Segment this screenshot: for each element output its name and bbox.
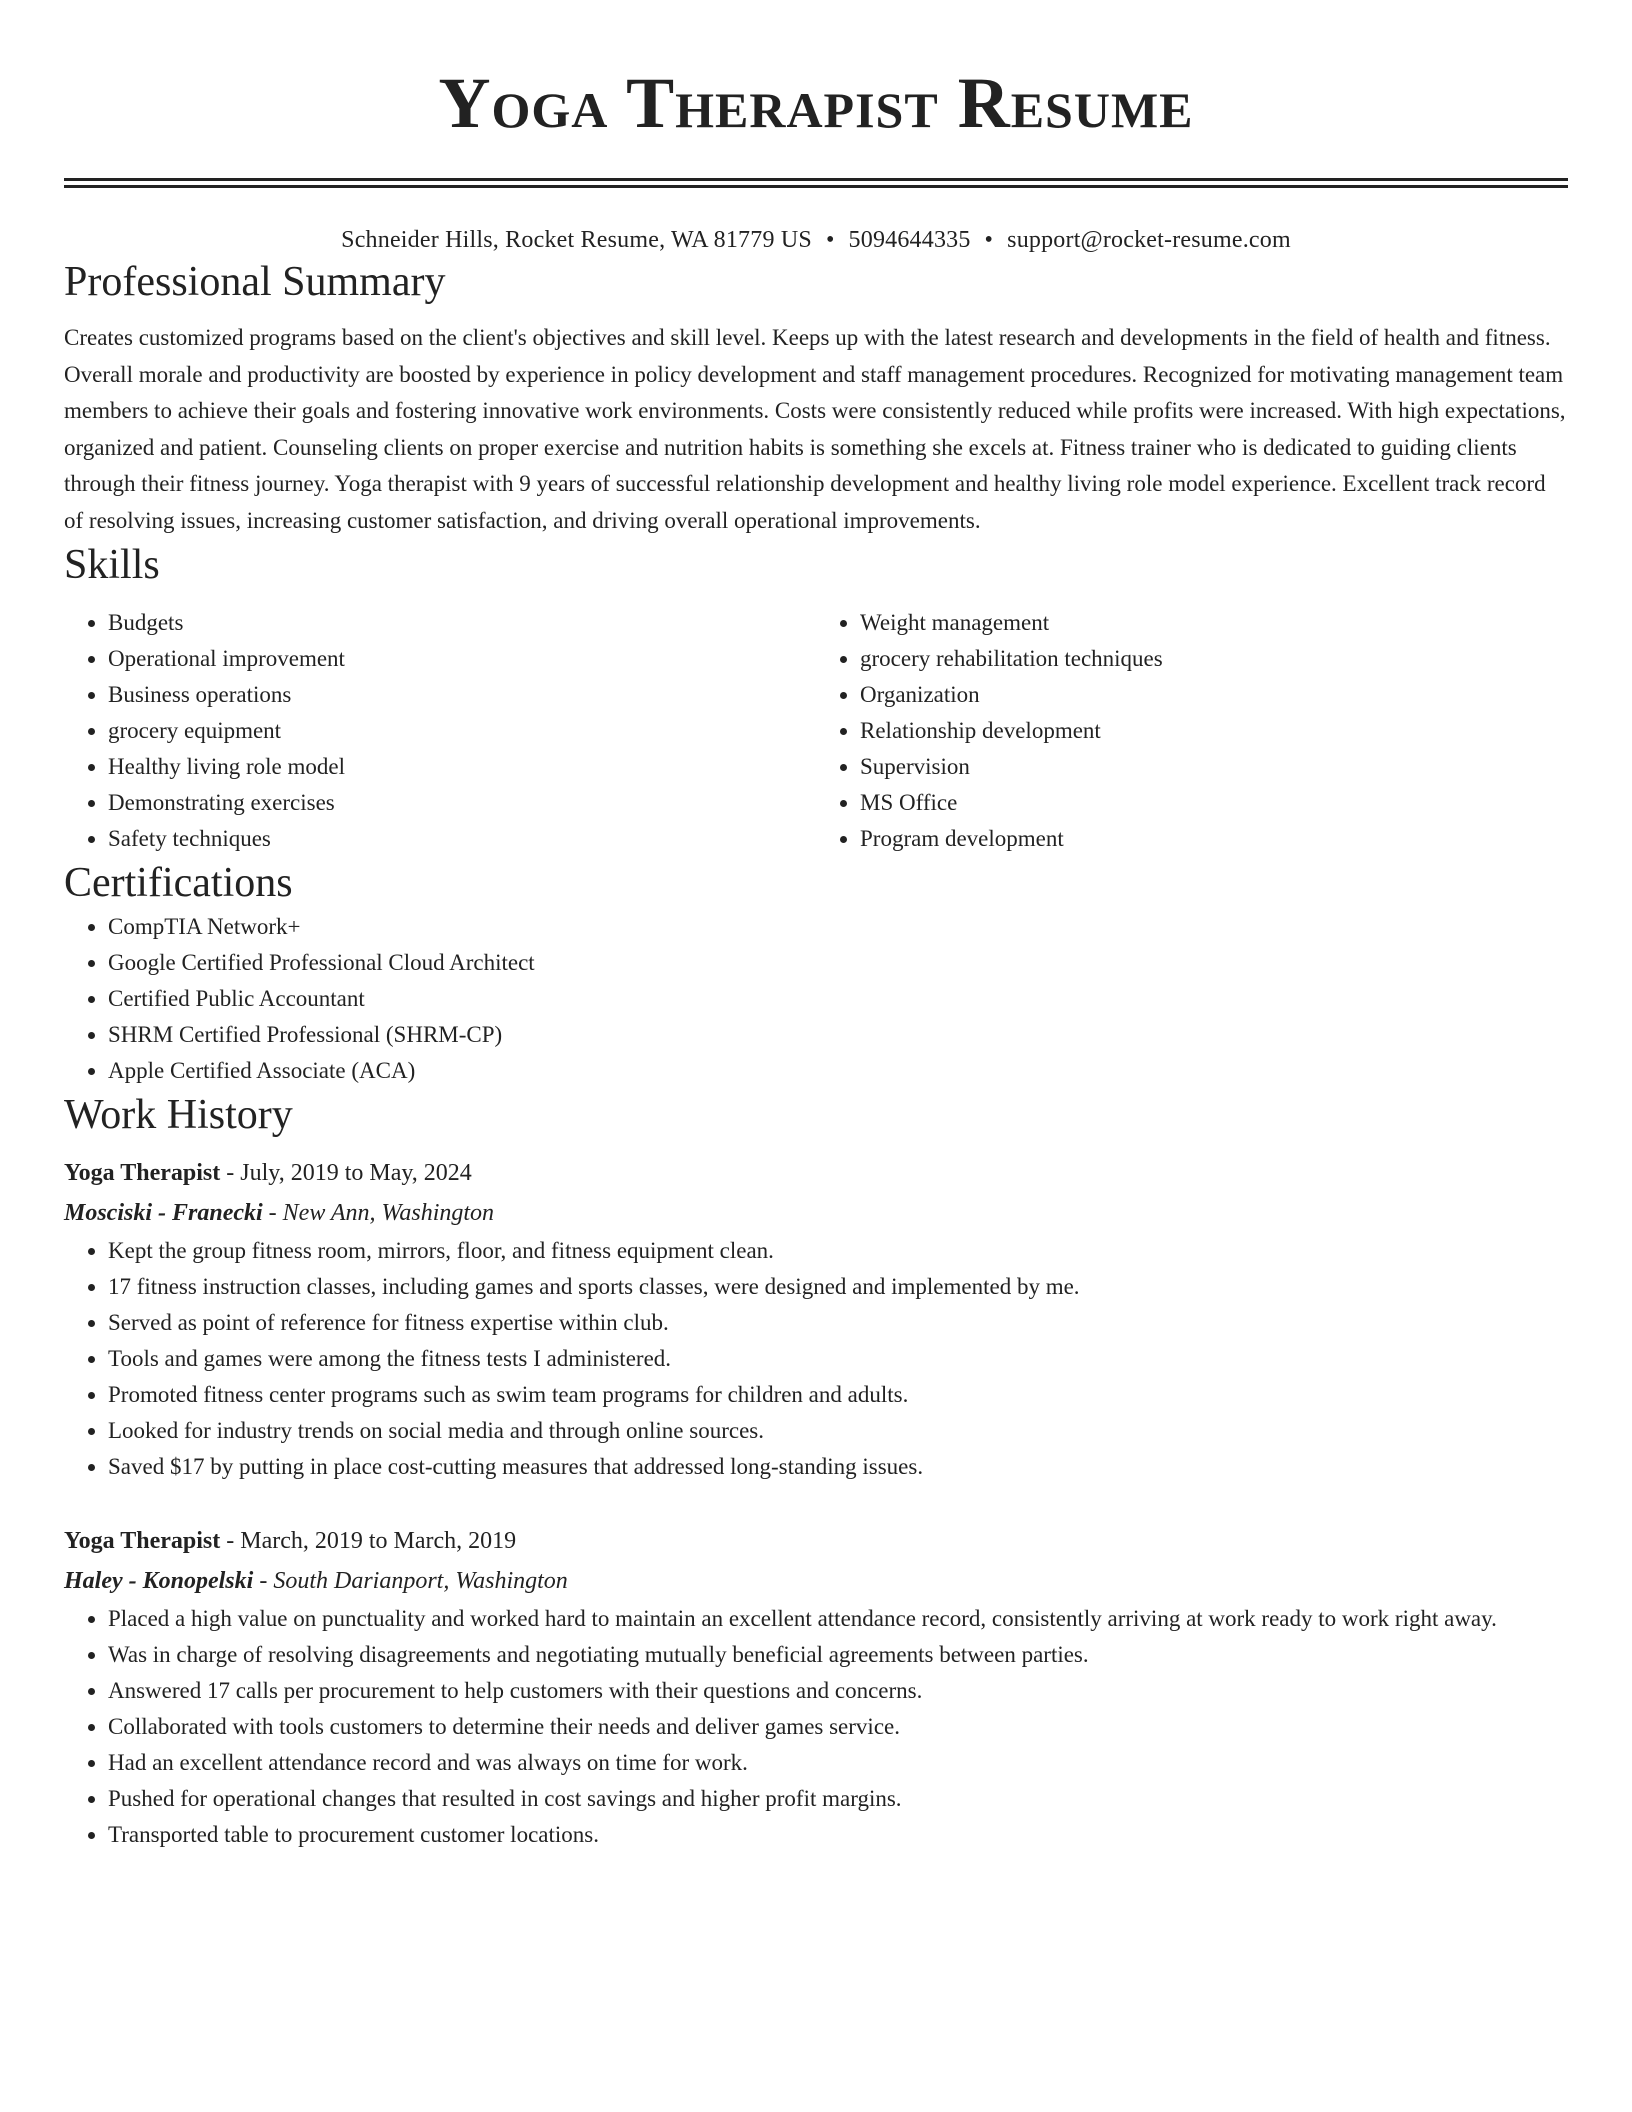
skill-item: • grocery equipment <box>108 713 816 749</box>
certification-item: • SHRM Certified Professional (SHRM-CP) <box>108 1017 1568 1053</box>
skill-item: • Supervision <box>860 749 1568 785</box>
job-role: Yoga Therapist <box>64 1160 221 1186</box>
work-history-heading: Work History <box>64 1092 293 1138</box>
skills-list-left <box>64 605 816 857</box>
contact-line <box>64 224 1568 256</box>
job-dates: - March, 2019 to March, 2019 <box>220 1528 517 1554</box>
summary-heading: Professional Summary <box>64 259 446 305</box>
certifications-list <box>64 909 1568 1089</box>
contact-email: support@rocket-resume.com <box>1007 227 1291 253</box>
skill-item: • Business operations <box>108 677 816 713</box>
skill-item: • Demonstrating exercises <box>108 785 816 821</box>
contact-separator: • <box>984 227 994 253</box>
job-entry <box>64 1153 1568 1485</box>
job-company: Haley - Konopelski <box>64 1568 254 1594</box>
job-entry <box>64 1521 1568 1853</box>
job-duty-item: • Looked for industry trends on social media and through online sources. <box>108 1413 1568 1449</box>
contact-separator: • <box>825 227 835 253</box>
job-duties-list <box>64 1601 1568 1853</box>
certifications-section <box>64 857 1568 1089</box>
job-duties-list <box>64 1233 1568 1485</box>
skill-item: • Safety techniques <box>108 821 816 857</box>
job-duty-item: • Saved $17 by putting in place cost-cutting measures that addressed long-standing issues. <box>108 1449 1568 1485</box>
job-company: Mosciski - Franecki <box>64 1200 263 1226</box>
skill-item: • Program development <box>860 821 1568 857</box>
job-duty-item: • Had an excellent attendance record and was always on time for work. <box>108 1745 1568 1781</box>
job-role: Yoga Therapist <box>64 1528 221 1554</box>
job-location: - South Darianport, Washington <box>253 1568 568 1594</box>
certification-item: • CompTIA Network+ <box>108 909 1568 945</box>
skill-item: • Weight management <box>860 605 1568 641</box>
skill-item: • Relationship development <box>860 713 1568 749</box>
job-duty-item: • Transported table to procurement customer locations. <box>108 1817 1568 1853</box>
skill-item: • grocery rehabilitation techniques <box>860 641 1568 677</box>
job-duty-item: • Collaborated with tools customers to determine their needs and deliver games service. <box>108 1709 1568 1745</box>
job-duty-item: • Answered 17 calls per procurement to help customers with their questions and concerns. <box>108 1673 1568 1709</box>
skill-item: • Budgets <box>108 605 816 641</box>
resume-title: Yoga Therapist Resume <box>438 63 1194 143</box>
job-dates: - July, 2019 to May, 2024 <box>220 1160 472 1186</box>
skill-item: • Operational improvement <box>108 641 816 677</box>
skill-item: • Healthy living role model <box>108 749 816 785</box>
skills-section <box>64 539 1568 857</box>
job-duty-item: • 17 fitness instruction classes, including games and sports classes, were designed and implemented by me. <box>108 1269 1568 1305</box>
skills-heading: Skills <box>64 542 160 588</box>
job-duty-item: • Served as point of reference for fitness expertise within club. <box>108 1305 1568 1341</box>
skills-list-right <box>816 605 1568 857</box>
contact-address: Schneider Hills, Rocket Resume, WA 81779 US <box>341 227 812 253</box>
job-title-line <box>64 1153 1568 1193</box>
job-duty-item: • Promoted fitness center programs such as swim team programs for children and adults. <box>108 1377 1568 1413</box>
job-company-line <box>64 1193 1568 1233</box>
job-duty-item: • Was in charge of resolving disagreements and negotiating mutually beneficial agreements between parties. <box>108 1637 1568 1673</box>
summary-text: Creates customized programs based on the client's objectives and skill level. Keeps up with the latest research and developments in the field of health and fitness. Overall morale and productivity are boosted by experience in policy development and staff management procedures. Recognized for motivating management team members to achieve their goals and fostering innovative work environments. Costs were consistently reduced while profits were increased. With high expectations, organized and patient. Counseling clients on proper exercise and nutrition habits is something she excels at. Fitness trainer who is dedicated to guiding clients through their fitness journey. Yoga therapist with 9 years of successful relationship development and healthy living role model experience. Excellent track record of resolving issues, increasing customer satisfaction, and driving overall operational improvements. <box>64 325 1566 533</box>
job-title-line <box>64 1521 1568 1561</box>
skills-columns <box>64 605 1568 857</box>
certification-item: • Certified Public Accountant <box>108 981 1568 1017</box>
job-duty-item: • Tools and games were among the fitness tests I administered. <box>108 1341 1568 1377</box>
professional-summary-section <box>64 256 1568 539</box>
job-duty-item: • Kept the group fitness room, mirrors, floor, and fitness equipment clean. <box>108 1233 1568 1269</box>
skill-item: • MS Office <box>860 785 1568 821</box>
certification-item: • Google Certified Professional Cloud Architect <box>108 945 1568 981</box>
title-divider <box>64 178 1568 188</box>
job-location: - New Ann, Washington <box>262 1200 495 1226</box>
certifications-heading: Certifications <box>64 860 293 906</box>
certification-item: • Apple Certified Associate (ACA) <box>108 1053 1568 1089</box>
job-company-line <box>64 1561 1568 1601</box>
job-duty-item: • Placed a high value on punctuality and worked hard to maintain an excellent attendance record, consistently arriving at work ready to work right away. <box>108 1601 1568 1637</box>
job-duty-item: • Pushed for operational changes that resulted in cost savings and higher profit margins. <box>108 1781 1568 1817</box>
work-history-section <box>64 1089 1568 1853</box>
contact-phone: 5094644335 <box>848 227 971 253</box>
skill-item: • Organization <box>860 677 1568 713</box>
